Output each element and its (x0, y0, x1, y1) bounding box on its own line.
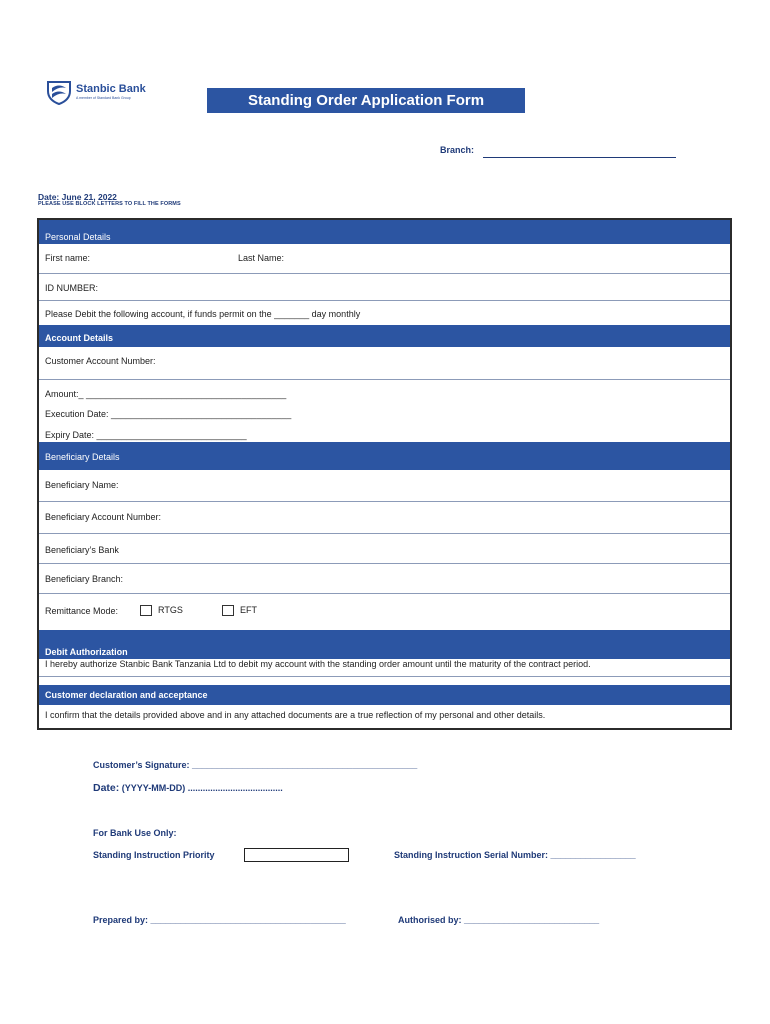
rtgs-checkbox[interactable] (140, 605, 152, 616)
date-field[interactable] (93, 782, 283, 794)
beneficiary-account-row (39, 502, 730, 534)
declaration-text: I confirm that the details provided above and in any attached documents are a true reflection of my personal and other details. (45, 710, 546, 720)
beneficiary-account-field[interactable]: Beneficiary Account Number: (45, 512, 162, 522)
branch-field[interactable] (483, 157, 676, 158)
rtgs-option[interactable] (140, 605, 183, 616)
declaration-row (39, 705, 730, 728)
section-personal-label: Personal Details (45, 232, 111, 242)
beneficiary-name-row (39, 470, 730, 502)
expiry-date-field[interactable]: Expiry Date: ______________________________ (45, 430, 247, 440)
section-debit-label: Debit Authorization (45, 647, 128, 657)
section-beneficiary-label: Beneficiary Details (45, 452, 120, 462)
id-number-row (39, 274, 730, 301)
beneficiary-name-field[interactable]: Beneficiary Name: (45, 480, 119, 490)
section-declaration-label: Customer declaration and acceptance (45, 690, 208, 700)
beneficiary-branch-row (39, 564, 730, 594)
date-label: Date: (93, 782, 120, 794)
eft-checkbox[interactable] (222, 605, 234, 616)
section-declaration (39, 685, 730, 705)
customer-signature-field[interactable]: Customer’s Signature: _____________________________________________ (93, 760, 418, 770)
beneficiary-branch-field[interactable]: Beneficiary Branch: (45, 574, 124, 584)
amount-field[interactable]: Amount:_ ________________________________________ (45, 389, 287, 399)
date-line: Date: June 21, 2022 (38, 192, 117, 202)
last-name-field[interactable]: Last Name: (238, 253, 285, 263)
serial-number-field[interactable]: Standing Instruction Serial Number: _________________ (394, 850, 636, 860)
branch-label: Branch: (440, 145, 475, 155)
remittance-mode-label: Remittance Mode: (45, 606, 119, 616)
debit-day-field[interactable]: Please Debit the following account, if funds permit on the _______ day monthly (45, 309, 361, 319)
stanbic-shield-logo-icon (46, 79, 72, 105)
priority-input[interactable] (244, 848, 349, 862)
debit-authorization-text: I hereby authorize Stanbic Bank Tanzania Ltd to debit my account with the standing order amount until the maturity of the contract period. (45, 659, 591, 669)
customer-account-row (39, 347, 730, 380)
section-debit-authorization (39, 630, 730, 659)
remittance-mode-row (39, 594, 730, 630)
logo-name: Stanbic Bank (76, 83, 146, 95)
date-format: (YYYY-MM-DD) ...................................... (121, 783, 283, 793)
execution-date-field[interactable]: Execution Date: ____________________________________ (45, 409, 292, 419)
section-account-label: Account Details (45, 333, 114, 343)
section-personal-details (39, 220, 730, 244)
section-account-details (39, 325, 730, 347)
id-number-field[interactable]: ID NUMBER: (45, 283, 99, 293)
page-title: Standing Order Application Form (207, 88, 525, 113)
customer-account-field[interactable]: Customer Account Number: (45, 356, 156, 366)
name-row (39, 244, 730, 274)
eft-label: EFT (240, 605, 257, 615)
rtgs-label: RTGS (158, 605, 183, 615)
beneficiary-bank-field[interactable]: Beneficiary’s Bank (45, 545, 119, 555)
beneficiary-bank-row (39, 534, 730, 564)
amount-dates-row (39, 380, 730, 442)
block-letters-note: PLEASE USE BLOCK LETTERS TO FILL THE FORMS (38, 201, 181, 207)
eft-option[interactable] (222, 605, 257, 616)
bank-use-label: For Bank Use Only: (93, 828, 177, 838)
debit-instruction-row (39, 301, 730, 325)
form-table (37, 218, 732, 730)
debit-authorization-row (39, 659, 730, 677)
priority-label: Standing Instruction Priority (93, 850, 215, 860)
prepared-by-field[interactable]: Prepared by: _______________________________________ (93, 915, 346, 925)
first-name-field[interactable]: First name: (45, 253, 91, 263)
authorised-by-field[interactable]: Authorised by: ___________________________ (398, 915, 600, 925)
section-beneficiary-details (39, 442, 730, 470)
logo-tagline: A member of Standard Bank Group (76, 96, 131, 100)
